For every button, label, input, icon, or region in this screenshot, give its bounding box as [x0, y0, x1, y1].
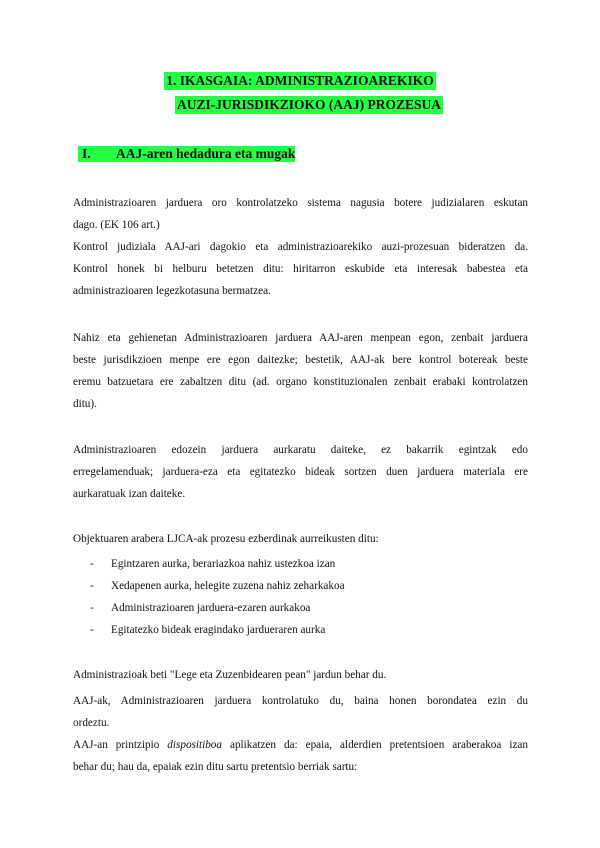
title-line-2: AUZI-JURISDIKZIOKO (AAJ) PROZESUA [176, 97, 442, 112]
paragraph-5 [73, 528, 528, 550]
page-title [0, 72, 600, 120]
paragraph-line: Administrazioaren jarduera oro kontrolatzeko sistema nagusia botere judizialaren eskutan [73, 197, 528, 209]
paragraph-line [73, 734, 528, 756]
paragraph-line: dago. (EK 106 art.) [73, 219, 160, 231]
list-item [73, 597, 513, 619]
section-heading [78, 146, 295, 162]
paragraph-line: Administrazioaren edozein jarduera aurkaratu daiteke, ez bakarrik egintzak edo [73, 444, 528, 456]
list-item [73, 619, 513, 641]
section-title: AAJ-aren hedadura eta mugak [116, 146, 296, 161]
list-item [73, 553, 513, 575]
process-type-list [73, 553, 513, 641]
paragraph-1 [73, 192, 528, 236]
list-item [73, 575, 513, 597]
list-item-text: Xedapenen aurka, helegite zuzena nahiz zeharkakoa [111, 580, 345, 592]
paragraph-line: ordeztu. [73, 717, 110, 729]
paragraph-line: Nahiz eta gehienetan Administrazioaren jarduera AAJ-aren menpean egon, zenbait jarduera [73, 332, 528, 344]
paragraph-2 [73, 236, 528, 302]
list-item-text: Egintzaren aurka, berariazkoa nahiz ustezkoa izan [111, 558, 336, 570]
paragraph-line: behar du; hau da, epaiak ezin ditu sartu pretentsio berriak sartu: [73, 761, 358, 773]
italic-term: dispositiboa [167, 739, 222, 751]
paragraph-line: administrazioaren legezkotasuna bermatzea. [73, 285, 271, 297]
paragraph-line: aurkaratuak izan daiteke. [73, 488, 186, 500]
list-bullet: - [90, 602, 94, 614]
list-bullet: - [90, 558, 94, 570]
paragraph-line: Kontrol honek bi helburu betetzen ditu: hiritarron eskubide eta interesak babestea eta [73, 263, 528, 275]
paragraph-line: Administrazioak beti "Lege eta Zuzenbidearen pean" jardun behar du. [73, 669, 387, 681]
list-item-text: Egitatezko bideak eragindako jardueraren aurka [111, 624, 326, 636]
paragraph-line: Objektuaren arabera LJCA-ak prozesu ezberdinak aurreikusten ditu: [73, 533, 379, 545]
paragraph-line: erregelamenduak; jarduera-eza eta egitatezko bideak sortzen duen jarduera materiala ere [73, 466, 528, 478]
list-bullet: - [90, 624, 94, 636]
section-number: I. [82, 146, 91, 161]
text-run: aplikatzen da: epaia, alderdien pretentsioen araberakoa izan [222, 739, 528, 751]
paragraph-7 [73, 690, 528, 734]
paragraph-line: ditu). [73, 398, 97, 410]
paragraph-8 [73, 734, 528, 778]
list-item-text: Administrazioaren jarduera-ezaren aurkakoa [111, 602, 311, 614]
text-run: AAJ-an printzipio [73, 739, 168, 751]
paragraph-line: AAJ-ak, Administrazioaren jarduera kontrolatuko du, baina honen borondatea ezin du [73, 695, 528, 707]
paragraph-line: beste jurisdikzioen menpe ere egon daitezke; bestetik, AAJ-ak bere kontrol botereak beste [73, 354, 528, 366]
paragraph-3 [73, 327, 528, 415]
paragraph-6 [73, 664, 528, 686]
list-bullet: - [90, 580, 94, 592]
title-line-1: 1. IKASGAIA: ADMINISTRAZIOAREKIKO [166, 73, 434, 88]
paragraph-line: Kontrol judiziala AAJ-ari dagokio eta administrazioarekiko auzi-prozesuan bideratzen da. [73, 241, 528, 253]
paragraph-4 [73, 439, 528, 505]
paragraph-line: eremu batzuetara ere zabaltzen ditu (ad. organo konstituzionalen zenbait erabaki kontrolatzen [73, 376, 528, 388]
